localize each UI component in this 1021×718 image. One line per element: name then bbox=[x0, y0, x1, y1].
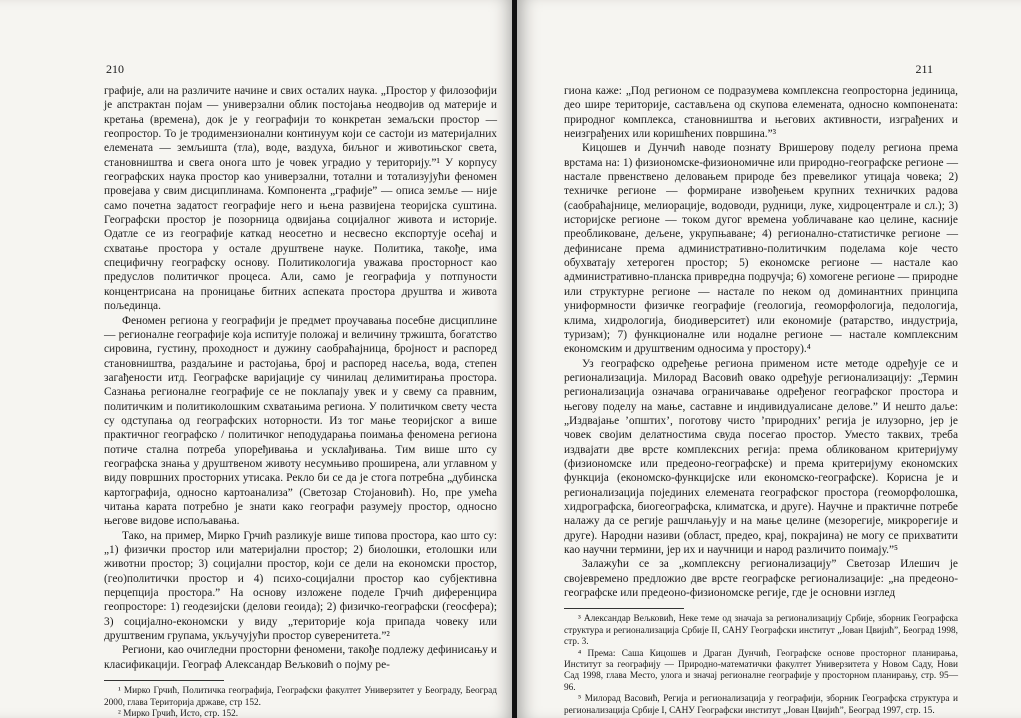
paragraph: Феномен региона у географији је предмет проучавања посебне дисциплине — регионалне географије која испитује положај и величину тржишта, богатство сировина, густину, проходност и дужину саобраћајница, бројност и распоред становништва, раздаљине и растојања, број и распоред насеља, вода, степен загађености итд. Географске варијације су чинилац делимитирања простора. Сазнања регионалне географије се не поклапају увек и у свему са правним, политичким и политиколошким схватањима региона. У политичком свету честа су одступања од географских ноторности. Из тог мање теоријског а више практичног географско / политичког неподударања поимања феномена региона потиче стална потреба упоређивања и усклађивања. Тим више што су географска знања у друштвеном животу несумњиво проширена, али углавном у виду површних просторних утисака. Рекло би се да је стога потребна „дубинска картографија, односно картоанализа” (Светозар Стојановић). Но, пре умећа читања карата потребно је знати како географи разумеју простор, односно његове видове испољавања. bbox=[104, 314, 497, 528]
paragraph: Уз географско одређење региона применом исте методе одређује се и регионализација. Милорад Васовић овако одређује регионализацију: „Термин регионализација означава ограничавање одређеног географског простора и његову поделу на мање, саставне и индивидуалисане делове.” И нешто даље: „Издвајање ’општих’, поготову чисто ’природних’ регија је илузорно, јер је човек својим делатностима свуда посегао простор. Уместо таквих, треба издвајати две врсте комплексних регија: према обликованом критеријуму (физиономске или предеоно-географске) и према критеријуму економских функција (економско-функцијске или економско-географске). Корисна је и регионализација појединих елемената географског простора (геоморфолошка, хидрографска, биогеографска, климатска, и друге). Научне и практичне потребе налажу да се регије рашчлањују и на мање целине (мезорегије, микрорегије и друге). Народни називи (област, предео, крај, покрајина) не могу се прихватити као научни термини, јер их и научници и народ различито поимају.”⁵ bbox=[564, 357, 958, 556]
paragraph: Кицошев и Дунчић наводе познату Вришерову поделу региона према врстама на: 1) физиономске-физиономичне или природно-географске регионе — настале првенствено деловањем природе без превеликог утицаја човека; 2) техничке регионе — формиране извођењем крупних техничких радова (саобраћајнице, мелиорације, водоводи, рудници, луке, хидроцентрале и сл.); 3) историјске регионе — током дугог времена уобличаване као целине, касније преобликоване, дељене, укрупњаване; 4) регионално-статистичке регионе — дефинисане према административно-политичким поделама које често обухватају хетероген простор; 5) економске регионе — настале као административно-планска привредна подручја; 6) хомогене регионе — природне или структурне регионе — настале по неком од доминантних принципа униформности физичке географије (геологија, геоморфологија, педологија, клима, хидрологија, биодиверситет) или економије (ратарство, индустрија, туризам); 7) функционалне или нодалне регионе — настале комплексним економским и друштвеним односима у простору).⁴ bbox=[564, 142, 958, 356]
paragraph: Тако, на пример, Мирко Грчић разликује више типова простора, као што су: „1) физички простор или материјални простор; 2) биолошки, етолошки или животни простор; 3) социјални простор, који се дели на економски простор, (гео)политички простор и 4) психо-социјални простор као субјективна перцепција простора.” На основу изложене поделе Грчић диференцира геопросторе: 1) геодезијски (делови геоида); 2) физичко-географски (геосфера); 3) социјално-економски у виду „територије која припада човеку или друштвеним групама, укључујући простор суверенитета.”² bbox=[104, 529, 497, 643]
footnote: ⁴ Према: Саша Кицошев и Драган Дунчић, Географске основе просторног планирања, Институт за географију — Природно-математички факултет Универзитета у Новом Саду, Нови Сад 1998, глава Место, улога и значај регионалне географије у просторном планирању, стр. 95—96. bbox=[564, 648, 958, 693]
paragraph: Залажући се за „комплексну регионализацију” Светозар Илешич је својевремено предложио две врсте географске регионализације: „на предеоно-географске или предеоно-физиономске регије, где је основни изглед bbox=[564, 558, 958, 600]
page-number: 211 bbox=[915, 62, 933, 76]
footnote: ⁵ Милорад Васовић, Регија и регионализација у географији, зборник Географска структура и регионализација Србије I, САНУ Географски институт „Јован Цвијић”, Београд 1997, стр. 15. bbox=[564, 694, 958, 716]
footnote: ² Мирко Грчић, Исто, стр. 152. bbox=[118, 708, 239, 718]
footnotes bbox=[104, 686, 497, 718]
paragraph: графије, али на различите начине и свих осталих наука. „Простор у филозофији је апстрактан појам — универзални облик постојања неодвојив од материје и кретања (времена), док је у географији то конкретан земаљски простор — геопростор. То је тродимензионални континуум који се састоји из материјалних елемената — земљишта (тла), воде, ваздуха, биљног и животињског света, становништва и свега онога што је човек уградио у територију.”¹ У корпусу географских наука простор као универзални, тотални и тотализујући феномен провејава у свим дисциплинама. Компонента „графије” — описа земље — није само почетна задатост географије него и њена развијена теоријска суштина. Географски простор је позорница одвијања социјалног живота и историје. Одатле се из географије каткад неосетно и несвесно експортује осећај и схватање простора у остале друштвене науке. Политика, такође, има специфичну географску основу. Политикологија уважава просторност као предуслов политичког процеса. Али, само је географија у потпуности концентрисана на проницање битних аспеката простора друштва и живота пољединца. bbox=[104, 85, 497, 313]
paragraph: Региони, као очигледни просторни феномени, такође подлежу дефинисању и класификацији. Географ Александар Вељковић о појму ре- bbox=[104, 644, 497, 671]
page-number: 210 bbox=[106, 62, 124, 76]
right-page bbox=[517, 0, 1021, 718]
footnote-rule bbox=[104, 680, 224, 681]
right-text-column bbox=[564, 84, 958, 717]
footnotes bbox=[564, 614, 958, 717]
footnote: ³ Александар Вељковић, Неке теме од значаја за регионализацију Србије, зборник Географска структура и регионализација Србије II, САНУ Географски институт „Јован Цвијић”, Београд 1998, стр. 3. bbox=[564, 614, 958, 648]
paragraph: гиона каже: „Под регионом се подразумева комплексна геопросторна јединица, део шире територије, састављена од скупова елемената, односно компонената: природног комплекса, становништва и његових активности, изграђених и неизграђених или коришћених површина.”³ bbox=[564, 85, 958, 141]
footnote-rule bbox=[564, 608, 684, 609]
left-text-column bbox=[104, 84, 497, 718]
footnote: ¹ Мирко Грчић, Политичка географија, Географски факултет Универзитет у Београду, Београд 2000, глава Територија државе, стр 152. bbox=[104, 686, 497, 708]
